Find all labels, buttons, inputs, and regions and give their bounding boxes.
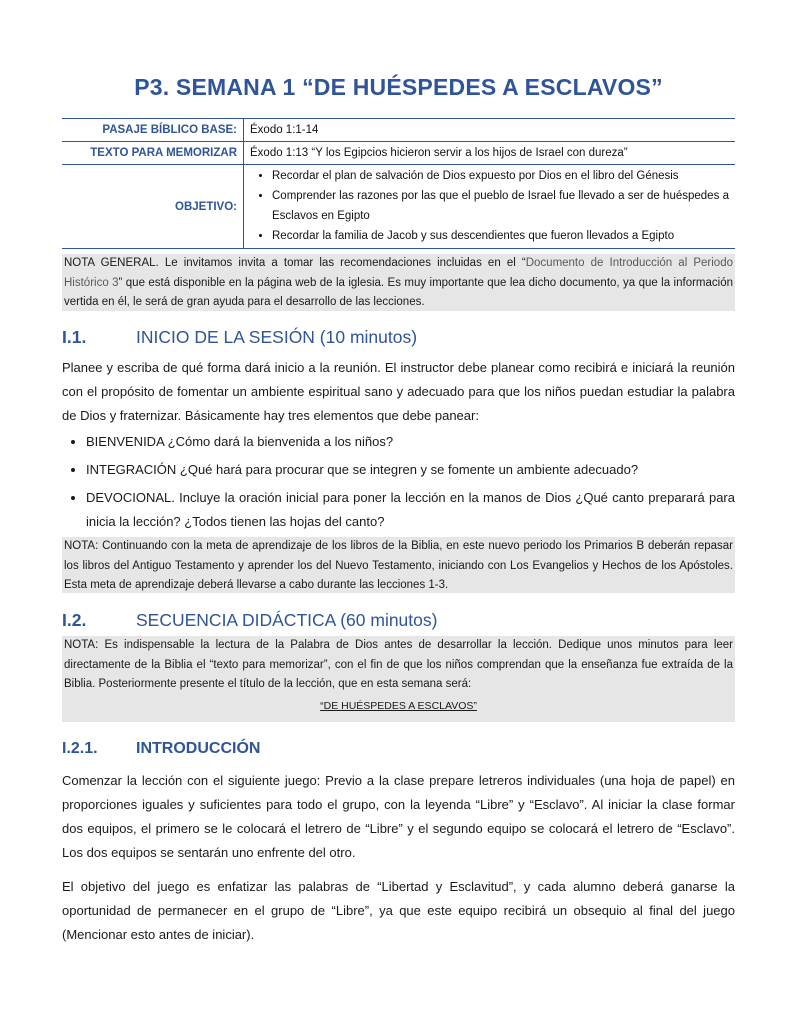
section-title: INTRODUCCIÓN [136,740,261,757]
inicio-bullet-list [62,430,735,538]
section-heading-secuencia [62,610,437,631]
lesson-info-table [62,118,735,249]
objetivo-list-cell [244,165,736,249]
lesson-title-link: “DE HUÉSPEDES A ESCLAVOS” [320,699,477,712]
pasaje-value: Éxodo 1:1-14 [244,119,736,142]
nota-lectura [62,636,735,722]
objetivo-item: • Recordar el plan de salvación de Dios expuesto por Dios en el libro del Génesis [272,166,729,186]
introduccion-paragraph-2: El objetivo del juego es enfatizar las palabras de “Libertad y Esclavitud”, y cada alumno deberá ganarse la oportunidad de permanecer en el grupo de “Libre”, ya que este equipo recibirá un obsequio al final del juego (Mencionar esto antes de iniciar). [62,879,735,942]
introduccion-paragraph-1: Comenzar la lección con el siguiente juego: Previo a la clase prepare letreros individuales (una hoja de papel) en proporciones iguales y suficientes para todo el grupo, con la leyenda “Libre” y “Esclavo”. Al iniciar la clase formar dos equipos, el primero se le colocará el letrero de “Libre” y el segundo equipo se colocará el letrero de “Esclavo”. Los dos equipos se sentarán uno enfrente del otro. [62,773,735,860]
nota-lectura-text: NOTA: Es indispensable la lectura de la Palabra de Dios antes de desarrollar la lección. Dedique unos minutos para leer directamente de la Biblia el “texto para memorizar”, con el fin de que los niños comprendan que la enseñanza fue extraída de la Biblia. Posteriormente presente el título de la lección, que en esta semana será: [64,639,733,690]
section-number: I.2.1. [62,740,98,757]
texto-row [62,142,735,165]
nota-general [62,254,735,311]
nota-general-text-2: ” que está disponible en la página web de la iglesia. Es muy importante que lea dicho documento, ya que la información vertida en él, le será de gran ayuda para el desarrollo de las lecciones. [64,276,733,308]
pasaje-label: PASAJE BÍBLICO BASE: [62,119,244,142]
pasaje-row [62,119,735,142]
objetivo-row [62,165,735,249]
section-title: INICIO DE LA SESIÓN (10 minutos) [136,327,418,347]
objetivo-label: OBJETIVO: [62,165,244,249]
section-number: I.1. [62,327,87,347]
texto-label: TEXTO PARA MEMORIZAR [62,142,244,165]
inicio-paragraph: Planee y escriba de qué forma dará inicio a la reunión. El instructor debe planear como recibirá e iniciará la reunión con el propósito de fomentar un ambiente espiritual sano y adecuado para que los niños puedan estudiar la palabra de Dios y fraternizar. Básicamente hay tres elementos que debe panear: [62,360,735,423]
texto-value: Éxodo 1:13 “Y los Egipcios hicieron servir a los hijos de Israel con dureza” [244,142,736,165]
section-title: SECUENCIA DIDÁCTICA (60 minutos) [136,610,438,630]
nota-general-doc-name: Documento de Introducción al Periodo Histórico 3 [64,257,733,289]
objetivo-item: • Comprender las razones por las que el pueblo de Israel fue llevado a ser de huéspedes a Esclavos en Egipto [272,186,729,226]
objetivo-item: • Recordar la familia de Jacob y sus descendientes que fueron llevados a Egipto [272,226,729,246]
bullet-devocional: • DEVOCIONAL. Incluye la oración inicial para poner la lección en la manos de Dios ¿Qué canto preparará para inicia la lección? ¿Todos tienen las hojas del canto? [86,486,735,534]
bullet-integracion: • INTEGRACIÓN ¿Qué hará para procurar que se integren y se fomente un ambiente adecuado? [86,458,735,482]
section-heading-inicio [62,327,417,348]
bullet-bienvenida: • BIENVENIDA ¿Cómo dará la bienvenida a los niños? [86,430,735,454]
nota-general-text-1: NOTA GENERAL. Le invitamos invita a tomar las recomendaciones incluidas en el “ [64,257,526,269]
section-number: I.2. [62,610,87,630]
nota-libros-biblia: NOTA: Continuando con la meta de aprendizaje de los libros de la Biblia, en este nuevo periodo los Primarios B deberán repasar los libros del Antiguo Testamento y aprender los del Nuevo Testamento, iniciando con Los Evangelios y Hechos de los Apóstoles. Esta meta de aprendizaje deberá llevarse a cabo durante las lecciones 1-3. [62,537,735,593]
page-title: P3. SEMANA 1 “DE HUÉSPEDES A ESCLAVOS” [134,74,663,100]
objetivo-list [250,166,729,246]
section-heading-introduccion [62,740,260,758]
